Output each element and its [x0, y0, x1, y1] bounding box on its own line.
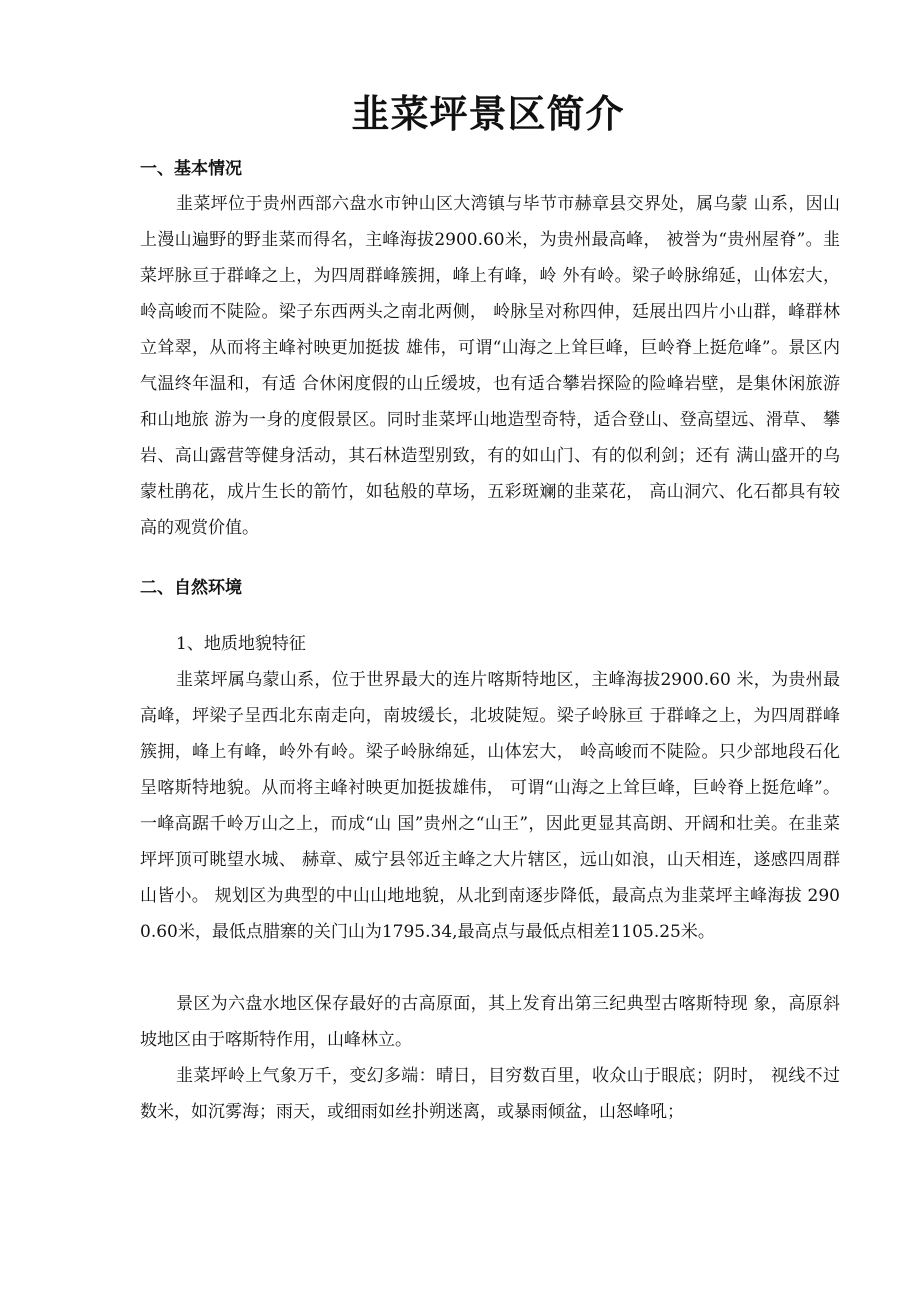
- document-title: 韭菜坪景区简介: [351, 91, 625, 136]
- paragraph-basic-info: 韭菜坪位于贵州西部六盘水市钟山区大湾镇与毕节市赫章县交界处，属乌蒙 山系，因山上漫山遍野的野韭菜而得名，主峰海拔2900.60米，为贵州最高峰， 被誉为“贵州屋脊”。韭菜坪脉亘于群峰之上，为四周群峰簇拥，峰上有峰，岭 外有岭。梁子岭脉绵延，山体宏大，岭高峻而不陡险。梁子东西两头之南北两侧， 岭脉呈对称四伸，廷展出四片小山群，峰群林立耸翠，从而将主峰衬映更加挺拔 雄伟，可谓“山海之上耸巨峰，巨岭脊上挺危峰”。景区内气温终年温和，有适 合休闲度假的山丘缓坡，也有适合攀岩探险的险峰岩壁，是集休闲旅游和山地旅 游为一身的度假景区。同时韭菜坪山地造型奇特，适合登山、登高望远、滑草、 攀岩、高山露营等健身活动，其石林造型别致，有的如山门、有的似利剑；还有 满山盛开的乌蒙杜鹃花，成片生长的箭竹，如毡般的草场，五彩斑斓的韭菜花， 高山洞穴、化石都具有较高的观赏价值。: [140, 194, 840, 538]
- paragraph-geology-2: 景区为六盘水地区保存最好的古高原面，其上发育出第三纪典型古喀斯特现 象，高原斜坡地区由于喀斯特作用，山峰林立。: [140, 994, 840, 1050]
- paragraph-geology-1: 韭菜坪属乌蒙山系，位于世界最大的连片喀斯特地区，主峰海拔2900.60 米，为贵州最高峰，坪梁子呈西北东南走向，南坡缓长，北坡陡短。梁子岭脉亘 于群峰之上，为四周群峰簇拥，峰上有峰，岭外有岭。梁子岭脉绵延，山体宏大， 岭高峻而不陡险。只少部地段石化呈喀斯特地貌。从而将主峰衬映更加挺拔雄伟， 可谓“山海之上耸巨峰，巨岭脊上挺危峰”。一峰高踞千岭万山之上，而成“山 国”贵州之“山王”，因此更显其高朗、开阔和壮美。在韭菜坪坪顶可眺望水城、 赫章、威宁县邻近主峰之大片辖区，远山如浪，山天相连，遂感四周群山皆小。 规划区为典型的中山山地地貌，从北到南逐步降低，最高点为韭菜坪主峰海拔 2900.60米，最低点腊寨的关门山为1795.34,最高点与最低点相差1105.25米。: [140, 670, 840, 942]
- section-heading-natural-environment: 二、自然环境: [140, 578, 242, 598]
- section-heading-basic-info: 一、基本情况: [140, 159, 242, 179]
- paragraph-geology-3: 韭菜坪岭上气象万千，变幻多端：晴日，目穷数百里，收众山于眼底；阴时， 视线不过数米，如沉雾海；雨天，或细雨如丝扑朔迷离，或暴雨倾盆，山怒峰吼；: [140, 1066, 840, 1122]
- subsection-heading-geology: 1、地质地貌特征: [176, 634, 306, 654]
